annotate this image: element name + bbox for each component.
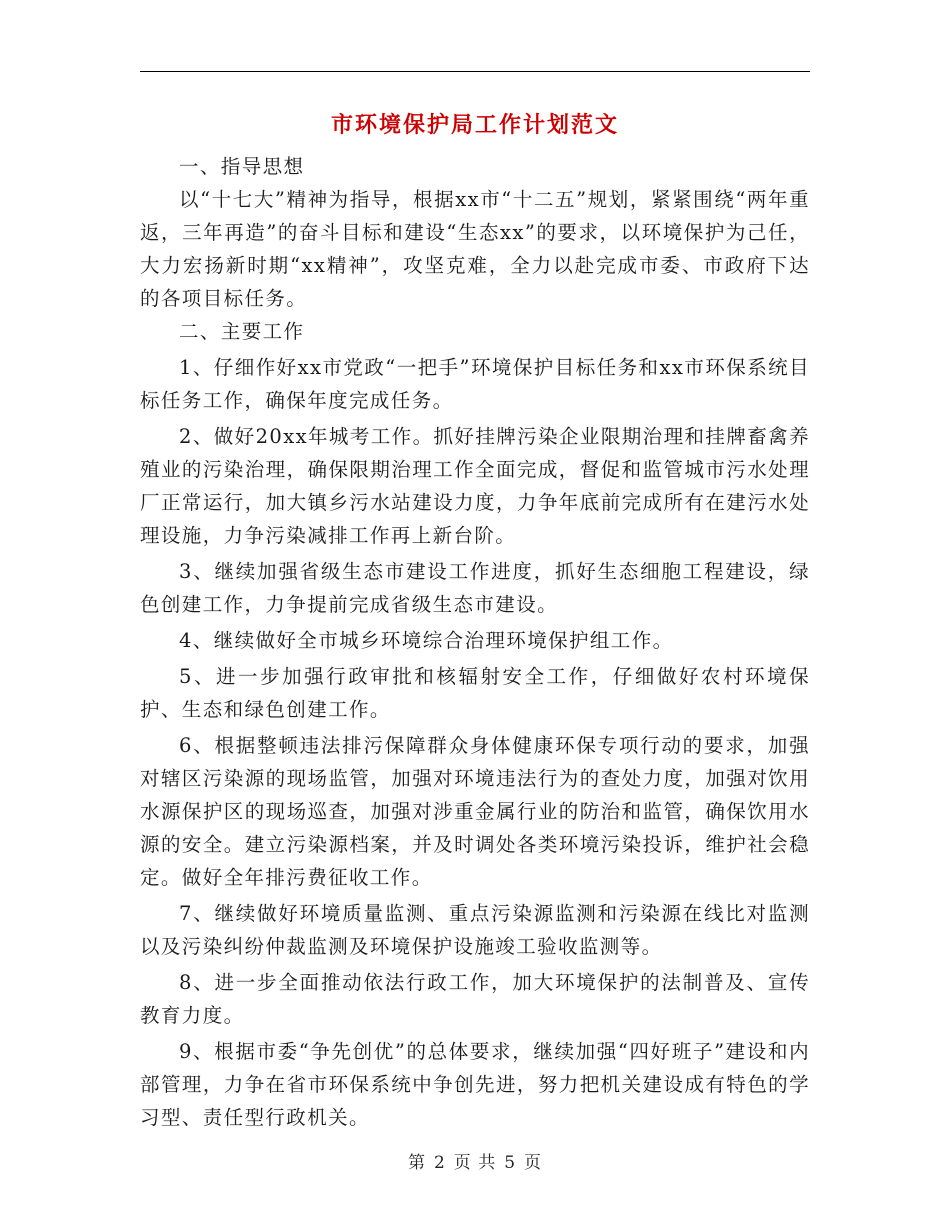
section-heading-main-work: 二、主要工作 (179, 320, 305, 343)
document-title: 市环境保护局工作计划范文 (330, 112, 619, 138)
section-heading-guiding-ideology: 一、指导思想 (179, 155, 305, 178)
page-label-mid: 页 共 (453, 1153, 497, 1173)
work-item-9: 9、根据市委“争先创优”的总体要求，继续加强“四好班子”建设和内部管理，力争在省市环保系统中争创先进，努力把机关建设成有特色的学习型、责任型行政机关。 (140, 1040, 810, 1129)
work-item-7: 7、继续做好环境质量监测、重点污染源监测和污染源在线比对监测以及污染纠纷仲裁监测及环境保护设施竣工验收监测等。 (140, 902, 810, 958)
work-item-1: 1、仔细作好xx市党政“一把手”环境保护目标任务和xx市环保系统目标任务工作，确保年度完成任务。 (140, 356, 810, 412)
page-footer (0, 1148, 950, 1173)
total-pages-number: 5 (504, 1153, 517, 1173)
work-item-8: 8、进一步全面推动依法行政工作，加大环境保护的法制普及、宣传教育力度。 (140, 971, 810, 1027)
header-rule (140, 71, 810, 72)
work-item-2: 2、做好20xx年城考工作。抓好挂牌污染企业限期治理和挂牌畜禽养殖业的污染治理，确保限期治理工作全面完成，督促和监管城市污水处理厂正常运行，加大镇乡污水站建设力度，力争年底前完成所有在建污水处理设施，力争污染减排工作再上新台阶。 (140, 425, 810, 547)
document-body (140, 150, 810, 1134)
work-item-3: 3、继续加强省级生态市建设工作进度，抓好生态细胞工程建设，绿色创建工作，力争提前完成省级生态市建设。 (140, 560, 810, 616)
work-item-5: 5、进一步加强行政审批和核辐射安全工作，仔细做好农村环境保护、生态和绿色创建工作。 (140, 665, 810, 721)
page-label-suffix: 页 (524, 1153, 543, 1173)
page-label-prefix: 第 (407, 1153, 426, 1173)
work-item-6: 6、根据整顿违法排污保障群众身体健康环保专项行动的要求，加强对辖区污染源的现场监管，加强对环境违法行为的查处力度，加强对饮用水源保护区的现场巡查，加强对涉重金属行业的防治和监管，确保饮用水源的安全。建立污染源档案，并及时调处各类环境污染投诉，维护社会稳定。做好全年排污费征收工作。 (140, 734, 810, 889)
work-item-4: 4、继续做好全市城乡环境综合治理环境保护组工作。 (179, 629, 674, 652)
current-page-number: 2 (433, 1153, 446, 1173)
guiding-ideology-paragraph: 以“十七大”精神为指导，根据xx市“十二五”规划，紧紧围绕“两年重返，三年再造”的奋斗目标和建设“生态xx”的要求，以环境保护为己任，大力宏扬新时期“xx精神”，攻坚克难，全力以赴完成市委、市政府下达的各项目标任务。 (140, 188, 810, 310)
